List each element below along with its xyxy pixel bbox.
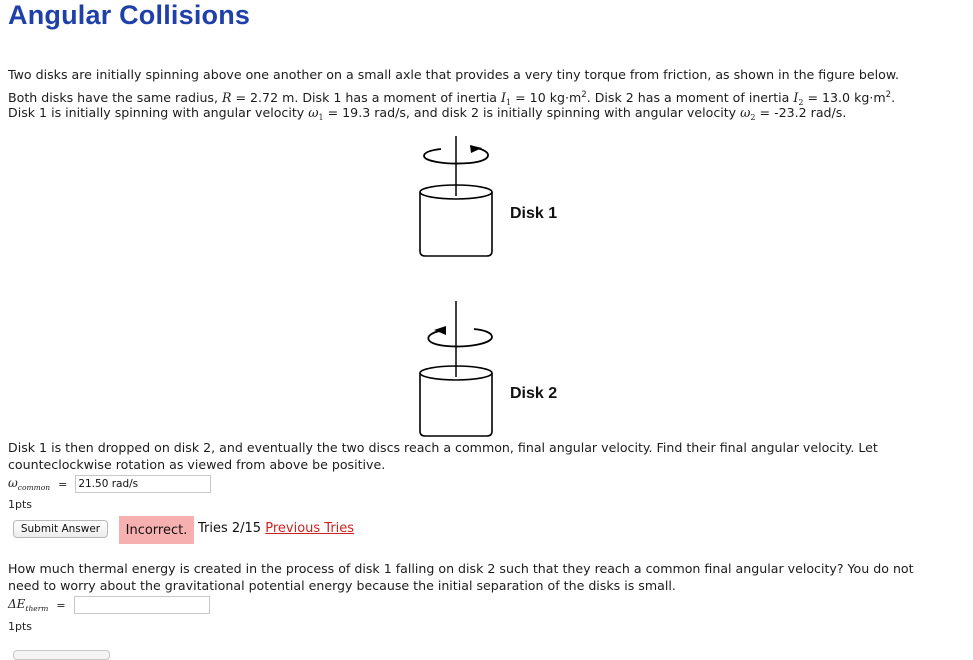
disk-1-drawing bbox=[420, 136, 492, 256]
omega-2-symbol: $\omega_2$ bbox=[740, 105, 756, 122]
disk-1-label: Disk 1 bbox=[510, 205, 558, 222]
disk-2-label: Disk 2 bbox=[510, 385, 558, 402]
delta-e-therm-label: $\Delta E_{therm}$ bbox=[8, 597, 49, 613]
omega-common-label: $\omega_{common}$ bbox=[8, 476, 51, 492]
answer-row-therm bbox=[8, 596, 210, 614]
submit-answer-button-partial[interactable] bbox=[13, 650, 110, 660]
intro-line-1: Two disks are initially spinning above one another on a small axle that provides a very tiny torque from friction, as shown in the figure below. bbox=[8, 67, 899, 82]
intro-line-3: Disk 1 is initially spinning with angular velocity $\omega_1 = 19.3$ rad/s, and disk 2 is initially spinning with angular velocity $\omega_2 = -23.2$ rad/s. bbox=[8, 105, 847, 122]
answer-row-omega bbox=[8, 475, 211, 493]
previous-tries-link[interactable]: Previous Tries bbox=[265, 521, 355, 536]
equals-sign: = bbox=[58, 477, 68, 491]
rotation-arrow-icon bbox=[434, 326, 446, 335]
radius-symbol: R bbox=[222, 90, 232, 105]
question-1-line-1: Disk 1 is then dropped on disk 2, and eventually the two discs reach a common, final angular velocity. Find their final angular velocity. Let bbox=[8, 440, 878, 455]
omega-1-symbol: $\omega_1$ bbox=[308, 105, 324, 122]
inertia-2-symbol: $I_2$ bbox=[793, 90, 804, 107]
thermal-energy-input[interactable] bbox=[74, 596, 210, 614]
equals-sign: = bbox=[56, 598, 66, 612]
page-title: Angular Collisions bbox=[8, 0, 251, 30]
intro-line-2: Both disks have the same radius, R = 2.72 m. Disk 1 has a moment of inertia $I_1 = 10$ $kg\cdot m^2$. Disk 2 has a moment of inertia $I_2 = 13.0$ $kg\cdot m^2$. bbox=[8, 90, 896, 107]
points-label: 1pts bbox=[8, 620, 33, 633]
status-badge: Incorrect. bbox=[119, 516, 194, 544]
inertia-1-symbol: $I_1$ bbox=[501, 90, 512, 107]
question-2-line-2: need to worry about the gravitational potential energy because the initial separation of the disks is small. bbox=[8, 578, 676, 593]
disk-2-drawing bbox=[420, 301, 492, 436]
points-label: 1pts bbox=[8, 498, 33, 511]
tries-info: Tries 2/15 Previous Tries bbox=[198, 521, 355, 536]
question-1-line-2: counteclockwise rotation as viewed from above be positive. bbox=[8, 457, 386, 472]
omega-common-input[interactable] bbox=[75, 475, 211, 493]
submit-answer-button[interactable]: Submit Answer bbox=[13, 520, 108, 538]
question-2-line-1: How much thermal energy is created in the process of disk 1 falling on disk 2 such that they reach a common final angular velocity? You do not bbox=[8, 561, 914, 576]
